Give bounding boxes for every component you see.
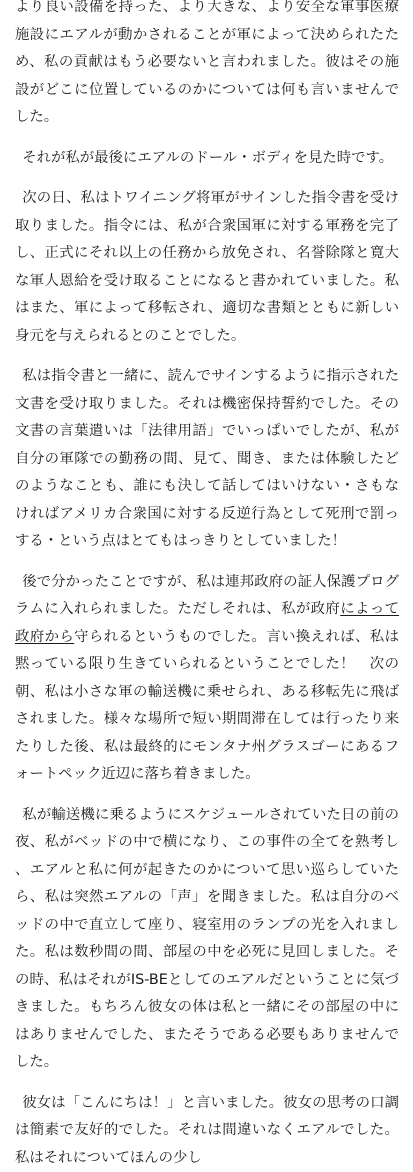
- paragraph-5: [15, 569, 399, 789]
- paragraph-6: 私が輸送機に乗るようにスケジュールされていた日の前の夜、私がベッドの中で横になり、この事件の全てを熟考し、エアルと私に何が起きたのかについて思い巡らしていたら、私は突然エアルの「声」を聞きました。私は自分のベッドの中で直立して座り、寝室用のランプの光を入れました。私は数秒間の間、部屋の中を必死に見回しました。その時、私はそれがIS-BEとしてのエアルだということに気づきました。もちろん彼女の体は私と一緒にその部屋の中にはありませんでした、またそうである必要もありませんでした。: [15, 802, 399, 1077]
- paragraph-1: より良い設備を持った、より大きな、より安全な軍事医療施設にエアルが動かされることが軍によって決められたため、私の貢献はもう必要ないと言われました。彼はその施設がどこに位置しているのかについては何も言いませんでした。: [15, 0, 399, 132]
- paragraph-3: 次の日、私はトワイニング将軍がサインした指令書を受け取りました。指令には、私が合衆国軍に対する軍務を完了し、正式にそれ以上の任務から放免され、名誉除隊と寛大な軍人恩給を受け取ることになると書かれていました。私はまた、軍によって移転され、適切な書類とともに新しい身元を与えられるとのことでした。: [15, 185, 399, 350]
- paragraph-5-start: 後で分かったことですが、私は連邦政府の証人保護プログラムに入れられました。ただしそれは、私が政府: [15, 574, 399, 618]
- paragraph-7: 彼女は「こんにちは！」と言いました。彼女の思考の口調は簡素で友好的でした。それは間違いなくエアルでした。私はそれについてほんの少し: [15, 1090, 399, 1172]
- paragraph-4: 私は指令書と一緒に、読んでサインするように指示された文書を受け取りました。それは機密保持誓約でした。その文書の言葉遣いは「法律用語」でいっぱいでしたが、私が自分の軍隊での勤務の間、見て、聞き、または体験したどのようなことも、誰にも決して話してはいけない・さもなければアメリカ合衆国に対する反逆行為として死刑で罰っする・という点はとてもはっきりとしていました！: [15, 363, 399, 556]
- paragraph-5-end: 守られるというものでした。言い換えれば、私は黙っている限り生きていられるということでした！ 次の朝、私は小さな軍の輸送機に乗せられ、ある移転先に飛ばされました。様々な場所で短い期間滞在しては行ったり来たりした後、私は最終的にモンタナ州グラスゴーにあるフォートペック近辺に落ち着きました。: [15, 629, 399, 783]
- paragraph-2: それが私が最後にエアルのドール・ボディを見た時です。: [15, 145, 399, 173]
- underlined-phrase: によって政府から: [15, 601, 399, 645]
